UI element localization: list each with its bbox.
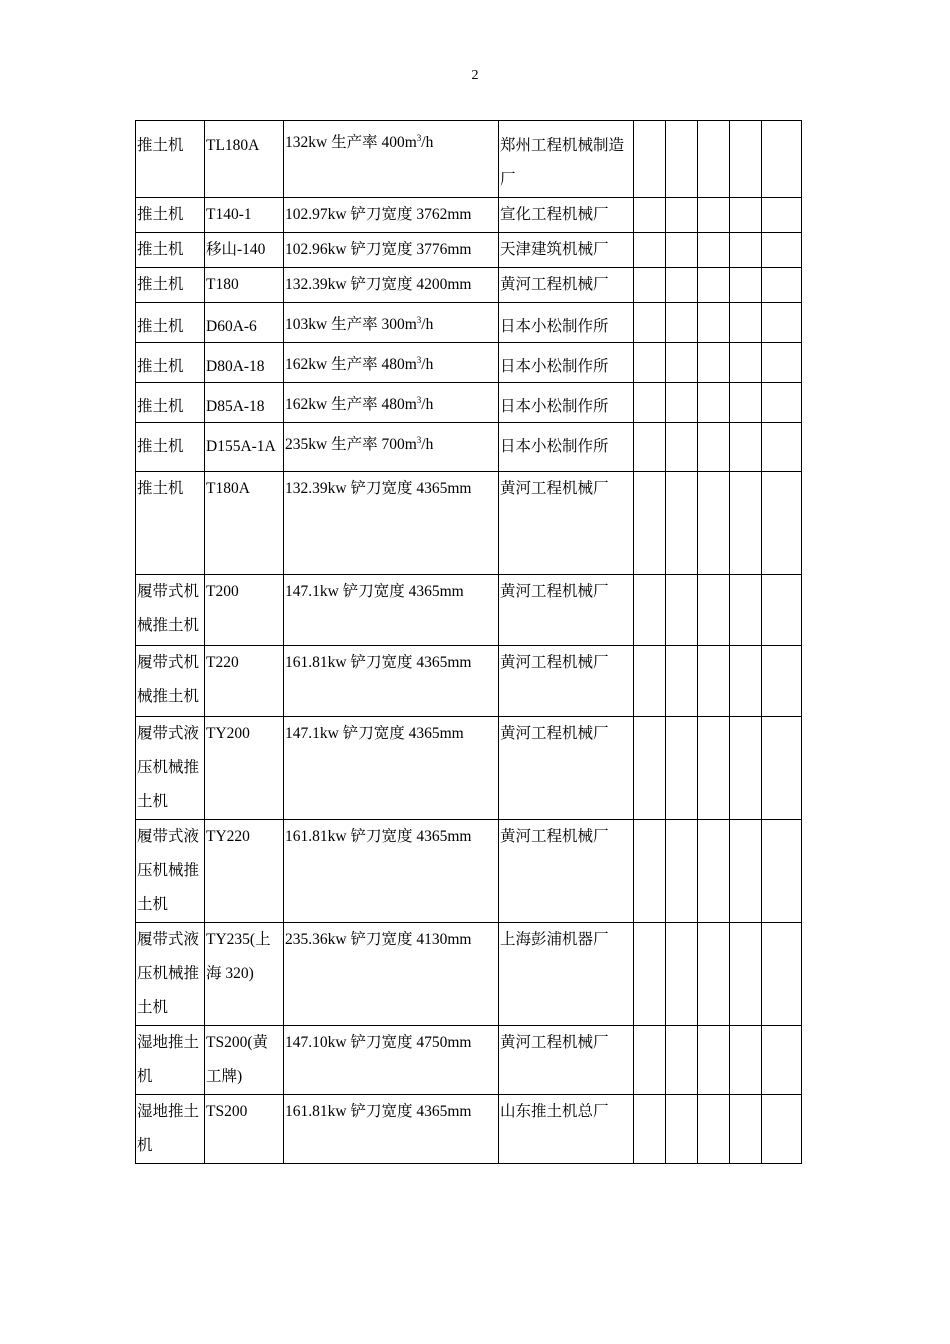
empty-cell [698,1095,730,1164]
table-row [136,121,802,198]
empty-cell [698,383,730,423]
empty-cell [762,268,802,303]
empty-cell [762,820,802,923]
empty-cell [730,383,762,423]
model-cell: D85A-18 [205,383,284,423]
equipment-name-cell: 履带式液压机械推土机 [136,820,205,923]
table-row [136,1095,802,1164]
spec-cell: 132kw 生产率 $400m^3/h$ [284,121,499,198]
equipment-name-cell: 推土机 [136,303,205,343]
manufacturer-cell: 黄河工程机械厂 [499,472,634,575]
empty-cell [666,575,698,646]
empty-cell [698,268,730,303]
equipment-name-cell: 履带式液压机械推土机 [136,717,205,820]
empty-cell [634,198,666,233]
empty-cell [762,423,802,472]
manufacturer-cell: 日本小松制作所 [499,303,634,343]
empty-cell [634,646,666,717]
table-row [136,423,802,472]
manufacturer-cell: 日本小松制作所 [499,383,634,423]
model-cell: D80A-18 [205,343,284,383]
empty-cell [666,383,698,423]
model-cell: TS200 [205,1095,284,1164]
empty-cell [634,1026,666,1095]
empty-cell [730,1095,762,1164]
empty-cell [730,233,762,268]
empty-cell [730,923,762,1026]
spec-cell: 162kw 生产率 $480m^3/h$ [284,343,499,383]
empty-cell [762,303,802,343]
equipment-name-cell: 湿地推土机 [136,1026,205,1095]
empty-cell [634,233,666,268]
empty-cell [666,717,698,820]
spec-cell: 103kw 生产率 $300m^3/h$ [284,303,499,343]
empty-cell [698,575,730,646]
table-row [136,1026,802,1095]
empty-cell [634,472,666,575]
spec-cell: 235.36kw 铲刀宽度 4130mm [284,923,499,1026]
model-cell: D60A-6 [205,303,284,343]
empty-cell [762,575,802,646]
superscript: 3 [416,355,422,366]
superscript: 3 [416,133,422,143]
manufacturer-cell: 宣化工程机械厂 [499,198,634,233]
table-row [136,233,802,268]
empty-cell [634,717,666,820]
empty-cell [666,121,698,198]
empty-cell [698,646,730,717]
table-row [136,383,802,423]
manufacturer-cell: 日本小松制作所 [499,343,634,383]
empty-cell [762,472,802,575]
empty-cell [698,820,730,923]
spec-cell: 132.39kw 铲刀宽度 4365mm [284,472,499,575]
table-row [136,820,802,923]
table-row [136,343,802,383]
spec-cell: 161.81kw 铲刀宽度 4365mm [284,646,499,717]
empty-cell [762,121,802,198]
equipment-name-cell: 推土机 [136,383,205,423]
model-cell: D155A-1A [205,423,284,472]
model-cell: T200 [205,575,284,646]
table-row [136,575,802,646]
empty-cell [634,820,666,923]
spec-cell: 147.1kw 铲刀宽度 4365mm [284,575,499,646]
empty-cell [730,646,762,717]
equipment-name-cell: 推土机 [136,343,205,383]
spec-cell: 161.81kw 铲刀宽度 4365mm [284,820,499,923]
model-cell: T140-1 [205,198,284,233]
empty-cell [730,303,762,343]
empty-cell [762,1026,802,1095]
model-cell: 移山-140 [205,233,284,268]
empty-cell [762,923,802,1026]
empty-cell [698,472,730,575]
empty-cell [762,233,802,268]
model-cell: TS200(黄工牌) [205,1026,284,1095]
empty-cell [634,121,666,198]
empty-cell [666,423,698,472]
page-number: 2 [471,68,479,83]
spec-cell: 162kw 生产率 $480m^3/h$ [284,383,499,423]
manufacturer-cell: 黄河工程机械厂 [499,1026,634,1095]
model-cell: T220 [205,646,284,717]
equipment-name-cell: 推土机 [136,233,205,268]
empty-cell [666,923,698,1026]
spec-cell: 161.81kw 铲刀宽度 4365mm [284,1095,499,1164]
empty-cell [698,1026,730,1095]
manufacturer-cell: 黄河工程机械厂 [499,268,634,303]
table-row [136,303,802,343]
equipment-name-cell: 推土机 [136,198,205,233]
table-row [136,646,802,717]
empty-cell [666,268,698,303]
empty-cell [634,423,666,472]
empty-cell [730,268,762,303]
empty-cell [762,1095,802,1164]
model-cell: T180A [205,472,284,575]
empty-cell [666,1026,698,1095]
empty-cell [698,423,730,472]
manufacturer-cell: 山东推土机总厂 [499,1095,634,1164]
empty-cell [666,472,698,575]
equipment-name-cell: 履带式机械推土机 [136,575,205,646]
model-cell: TY200 [205,717,284,820]
empty-cell [698,233,730,268]
manufacturer-cell: 黄河工程机械厂 [499,646,634,717]
empty-cell [634,343,666,383]
table-row [136,198,802,233]
manufacturer-cell: 日本小松制作所 [499,423,634,472]
spec-cell: 132.39kw 铲刀宽度 4200mm [284,268,499,303]
empty-cell [730,820,762,923]
model-cell: TY235(上海 320) [205,923,284,1026]
manufacturer-cell: 天津建筑机械厂 [499,233,634,268]
empty-cell [762,198,802,233]
empty-cell [730,343,762,383]
manufacturer-cell: 黄河工程机械厂 [499,717,634,820]
empty-cell [730,717,762,820]
manufacturer-cell: 黄河工程机械厂 [499,575,634,646]
equipment-name-cell: 推土机 [136,121,205,198]
empty-cell [762,717,802,820]
empty-cell [698,717,730,820]
spec-cell: 147.10kw 铲刀宽度 4750mm [284,1026,499,1095]
equipment-name-cell: 履带式机械推土机 [136,646,205,717]
table-row [136,472,802,575]
empty-cell [666,303,698,343]
empty-cell [762,646,802,717]
equipment-name-cell: 推土机 [136,268,205,303]
empty-cell [634,303,666,343]
empty-cell [730,423,762,472]
empty-cell [730,121,762,198]
superscript: 3 [416,315,422,325]
table-row [136,717,802,820]
empty-cell [698,303,730,343]
empty-cell [666,233,698,268]
spec-cell: 102.97kw 铲刀宽度 3762mm [284,198,499,233]
empty-cell [762,343,802,383]
superscript: 3 [416,435,422,446]
superscript: 3 [416,395,422,406]
equipment-table [135,120,802,1164]
model-cell: TY220 [205,820,284,923]
empty-cell [634,268,666,303]
table-row [136,268,802,303]
empty-cell [698,198,730,233]
empty-cell [698,343,730,383]
equipment-name-cell: 履带式液压机械推土机 [136,923,205,1026]
empty-cell [666,646,698,717]
spec-cell: 147.1kw 铲刀宽度 4365mm [284,717,499,820]
empty-cell [634,575,666,646]
empty-cell [698,923,730,1026]
empty-cell [762,383,802,423]
equipment-name-cell: 推土机 [136,423,205,472]
model-cell: TL180A [205,121,284,198]
empty-cell [634,923,666,1026]
table-row [136,923,802,1026]
empty-cell [666,1095,698,1164]
empty-cell [666,198,698,233]
empty-cell [698,121,730,198]
empty-cell [666,343,698,383]
empty-cell [634,1095,666,1164]
spec-cell: 102.96kw 铲刀宽度 3776mm [284,233,499,268]
empty-cell [666,820,698,923]
equipment-name-cell: 推土机 [136,472,205,575]
model-cell: T180 [205,268,284,303]
spec-cell: 235kw 生产率 $700m^3/h$ [284,423,499,472]
equipment-name-cell: 湿地推土机 [136,1095,205,1164]
manufacturer-cell: 郑州工程机械制造厂 [499,121,634,198]
manufacturer-cell: 上海彭浦机器厂 [499,923,634,1026]
empty-cell [730,472,762,575]
empty-cell [730,575,762,646]
empty-cell [730,198,762,233]
empty-cell [634,383,666,423]
manufacturer-cell: 黄河工程机械厂 [499,820,634,923]
empty-cell [730,1026,762,1095]
